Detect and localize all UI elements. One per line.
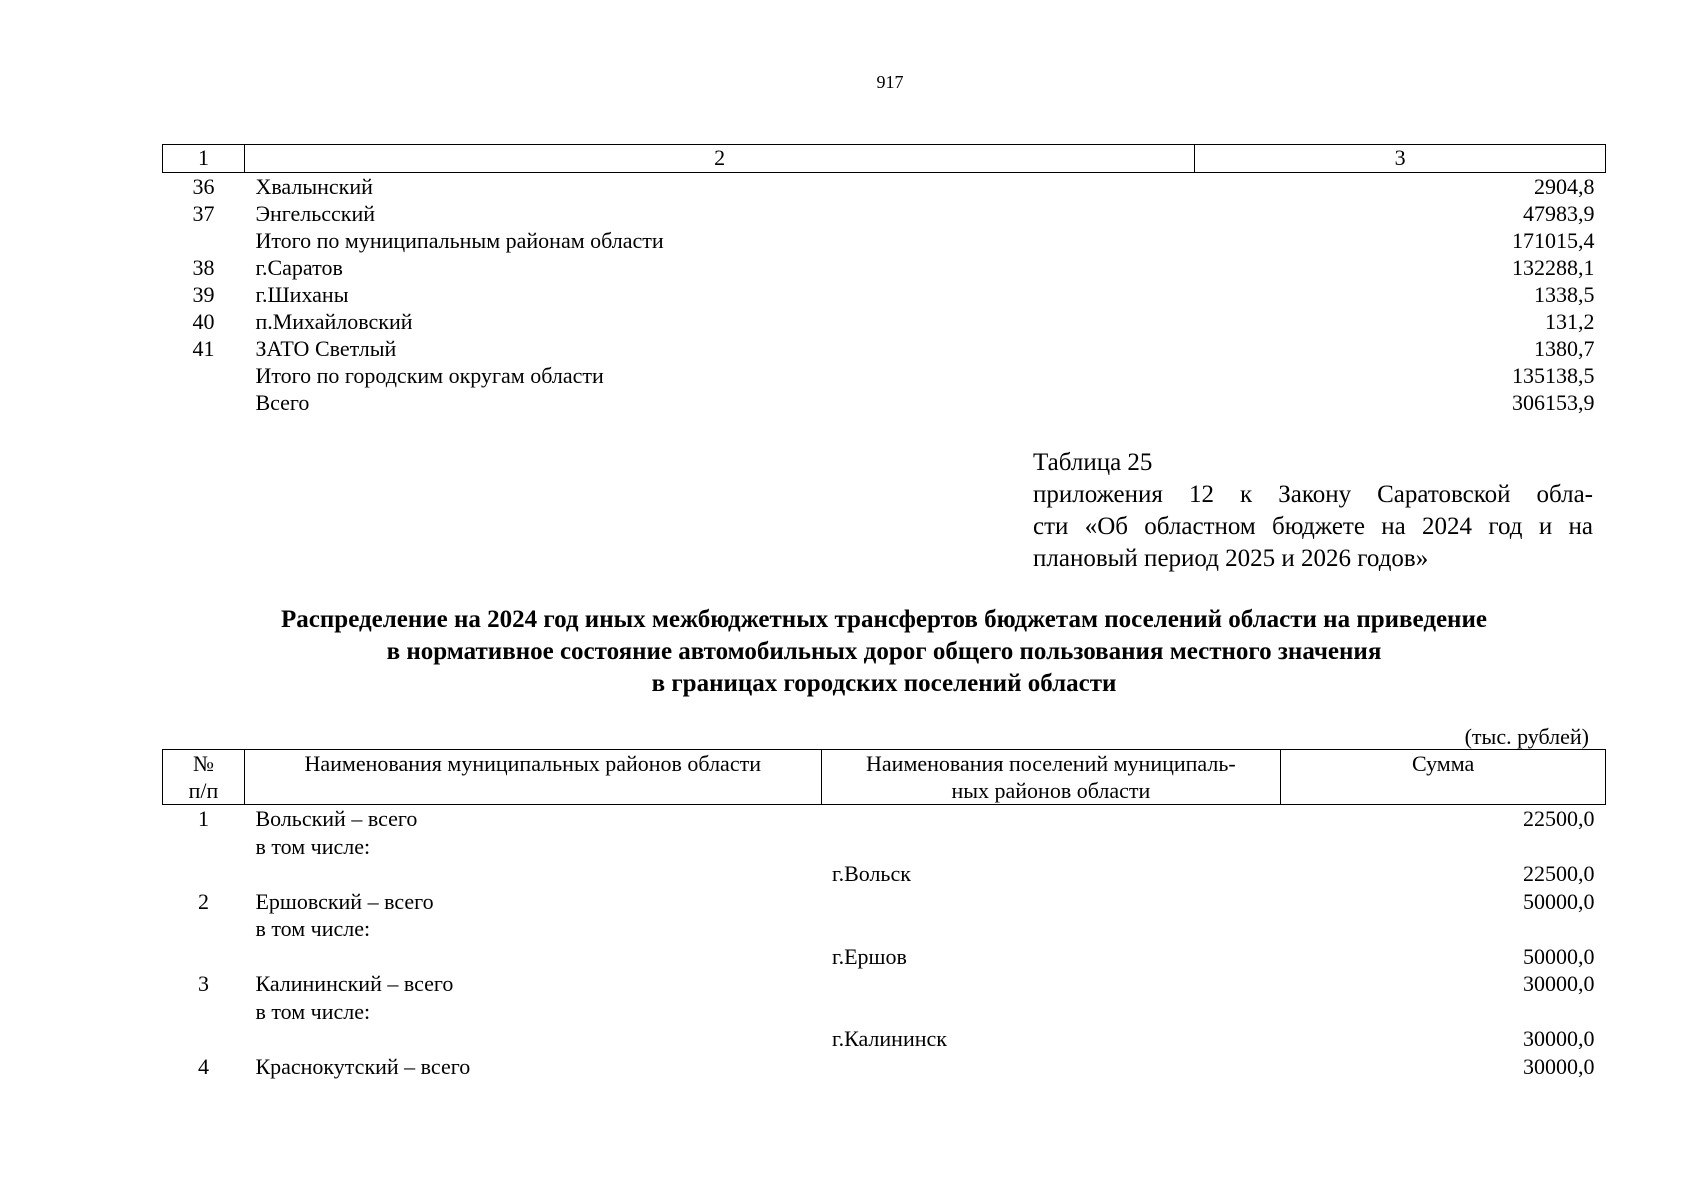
- page-number: 917: [876, 72, 904, 92]
- row-sum: 22500,0: [1523, 861, 1595, 886]
- transfers-table: [162, 749, 1606, 1080]
- row-number: [163, 833, 245, 861]
- table-row: [163, 943, 1606, 971]
- district-name: в том числе:: [255, 833, 371, 859]
- settlement-name: [821, 915, 1281, 943]
- header-number: № п/п: [163, 750, 245, 805]
- row-value: 2904,8: [1534, 174, 1595, 199]
- row-sum: [1281, 833, 1606, 861]
- district-name: Калининский – всего: [255, 971, 454, 996]
- table-header-row: [163, 750, 1606, 805]
- row-number: 3: [197, 971, 209, 996]
- table-row: [163, 173, 1606, 201]
- table-row: [163, 335, 1606, 362]
- district-name: [244, 1025, 821, 1053]
- total-row: [163, 389, 1606, 416]
- caption-line: сти «Об областном бюджете на 2024 год и на: [1033, 513, 1593, 540]
- row-name: Хвалынский: [255, 174, 373, 199]
- header-district: Наименования муниципальных районов области: [244, 750, 821, 805]
- table-row: [163, 915, 1606, 943]
- row-value: 306153,9: [1512, 390, 1595, 415]
- caption-table-number: Таблица 25: [1033, 449, 1153, 476]
- row-number: [163, 915, 245, 943]
- total-row: [163, 227, 1606, 254]
- row-number: 36: [192, 174, 215, 199]
- table-row: [163, 888, 1606, 916]
- title-line: в нормативное состояние автомобильных дорог общего пользования местного значения: [386, 638, 1382, 665]
- continued-table: [162, 144, 1606, 416]
- document-title: [162, 604, 1606, 700]
- row-value: 171015,4: [1512, 228, 1595, 253]
- row-value: 131,2: [1545, 309, 1595, 334]
- row-value: 135138,5: [1512, 363, 1595, 388]
- table-row: [163, 1025, 1606, 1053]
- units-label: (тыс. рублей): [1464, 724, 1589, 749]
- row-name: Энгельсский: [255, 201, 376, 226]
- row-sum: 30000,0: [1523, 971, 1595, 996]
- column-number-1: 1: [163, 145, 245, 173]
- settlement-name: [821, 833, 1281, 861]
- table-row: [163, 860, 1606, 888]
- row-name: г.Саратов: [255, 255, 343, 280]
- row-number: [163, 943, 245, 971]
- row-number: 1: [197, 806, 209, 831]
- row-sum: 50000,0: [1523, 943, 1595, 969]
- row-number: 41: [192, 336, 215, 361]
- settlement-name: [821, 805, 1281, 833]
- row-name: Всего: [255, 390, 310, 415]
- row-value: 47983,9: [1523, 201, 1595, 226]
- column-number-header-row: [163, 145, 1606, 173]
- title-line: Распределение на 2024 год иных межбюджетных трансфертов бюджетам поселений области на приведение: [281, 606, 1487, 633]
- caption-line: приложения 12 к Закону Саратовской обла-: [1033, 481, 1593, 508]
- table-row: [163, 970, 1606, 998]
- row-sum: [1281, 998, 1606, 1026]
- row-sum: [1281, 915, 1606, 943]
- row-number: 39: [192, 282, 215, 307]
- row-name: п.Михайловский: [255, 309, 413, 334]
- row-number: 40: [192, 309, 215, 334]
- row-number: 2: [197, 888, 209, 914]
- row-number: [163, 362, 245, 389]
- district-name: Вольский – всего: [255, 806, 418, 831]
- settlement-name: [821, 970, 1281, 998]
- row-number: [163, 860, 245, 888]
- table-caption: [1033, 447, 1593, 575]
- table-row: [163, 308, 1606, 335]
- table-row: [163, 1053, 1606, 1081]
- row-number: 37: [192, 201, 215, 226]
- row-number: 38: [192, 255, 215, 280]
- row-value: 1338,5: [1534, 282, 1595, 307]
- row-name: Итого по городским округам области: [255, 363, 604, 388]
- row-number: [163, 998, 245, 1026]
- row-number: [163, 1025, 245, 1053]
- settlement-name: г.Калининск: [832, 1026, 947, 1051]
- header-sum: Сумма: [1281, 750, 1606, 805]
- row-name: Итого по муниципальным районам области: [255, 228, 664, 253]
- settlement-name: г.Ершов: [832, 943, 907, 969]
- district-name: Ершовский – всего: [255, 888, 434, 914]
- column-number-3: 3: [1195, 145, 1606, 173]
- row-sum: 30000,0: [1523, 1053, 1595, 1079]
- table-row: [163, 281, 1606, 308]
- caption-line: плановый период 2025 и 2026 годов»: [1033, 545, 1429, 572]
- table-row: [163, 998, 1606, 1026]
- row-sum: 30000,0: [1523, 1026, 1595, 1051]
- settlement-name: [821, 888, 1281, 916]
- column-number-2: 2: [244, 145, 1194, 173]
- district-name: Краснокутский – всего: [255, 1053, 471, 1079]
- district-name: [244, 860, 821, 888]
- table-row: [163, 200, 1606, 227]
- table-row: [163, 805, 1606, 833]
- title-line: в границах городских поселений области: [651, 670, 1117, 697]
- row-value: 1380,7: [1534, 336, 1595, 361]
- total-row: [163, 362, 1606, 389]
- settlement-name: [821, 1053, 1281, 1081]
- row-name: ЗАТО Светлый: [255, 336, 397, 361]
- table-row: [163, 833, 1606, 861]
- row-number: 4: [197, 1053, 209, 1079]
- district-name: в том числе:: [255, 916, 371, 941]
- row-number: [163, 389, 245, 416]
- header-settlement: Наименования поселений муниципаль- ных районов области: [821, 750, 1281, 805]
- row-value: 132288,1: [1512, 255, 1595, 280]
- row-sum: 22500,0: [1523, 806, 1595, 831]
- row-name: г.Шиханы: [255, 282, 349, 307]
- settlement-name: г.Вольск: [832, 861, 911, 886]
- row-sum: 50000,0: [1523, 888, 1595, 914]
- district-name: в том числе:: [255, 998, 371, 1024]
- table-row: [163, 254, 1606, 281]
- row-number: [163, 227, 245, 254]
- settlement-name: [821, 998, 1281, 1026]
- district-name: [244, 943, 821, 971]
